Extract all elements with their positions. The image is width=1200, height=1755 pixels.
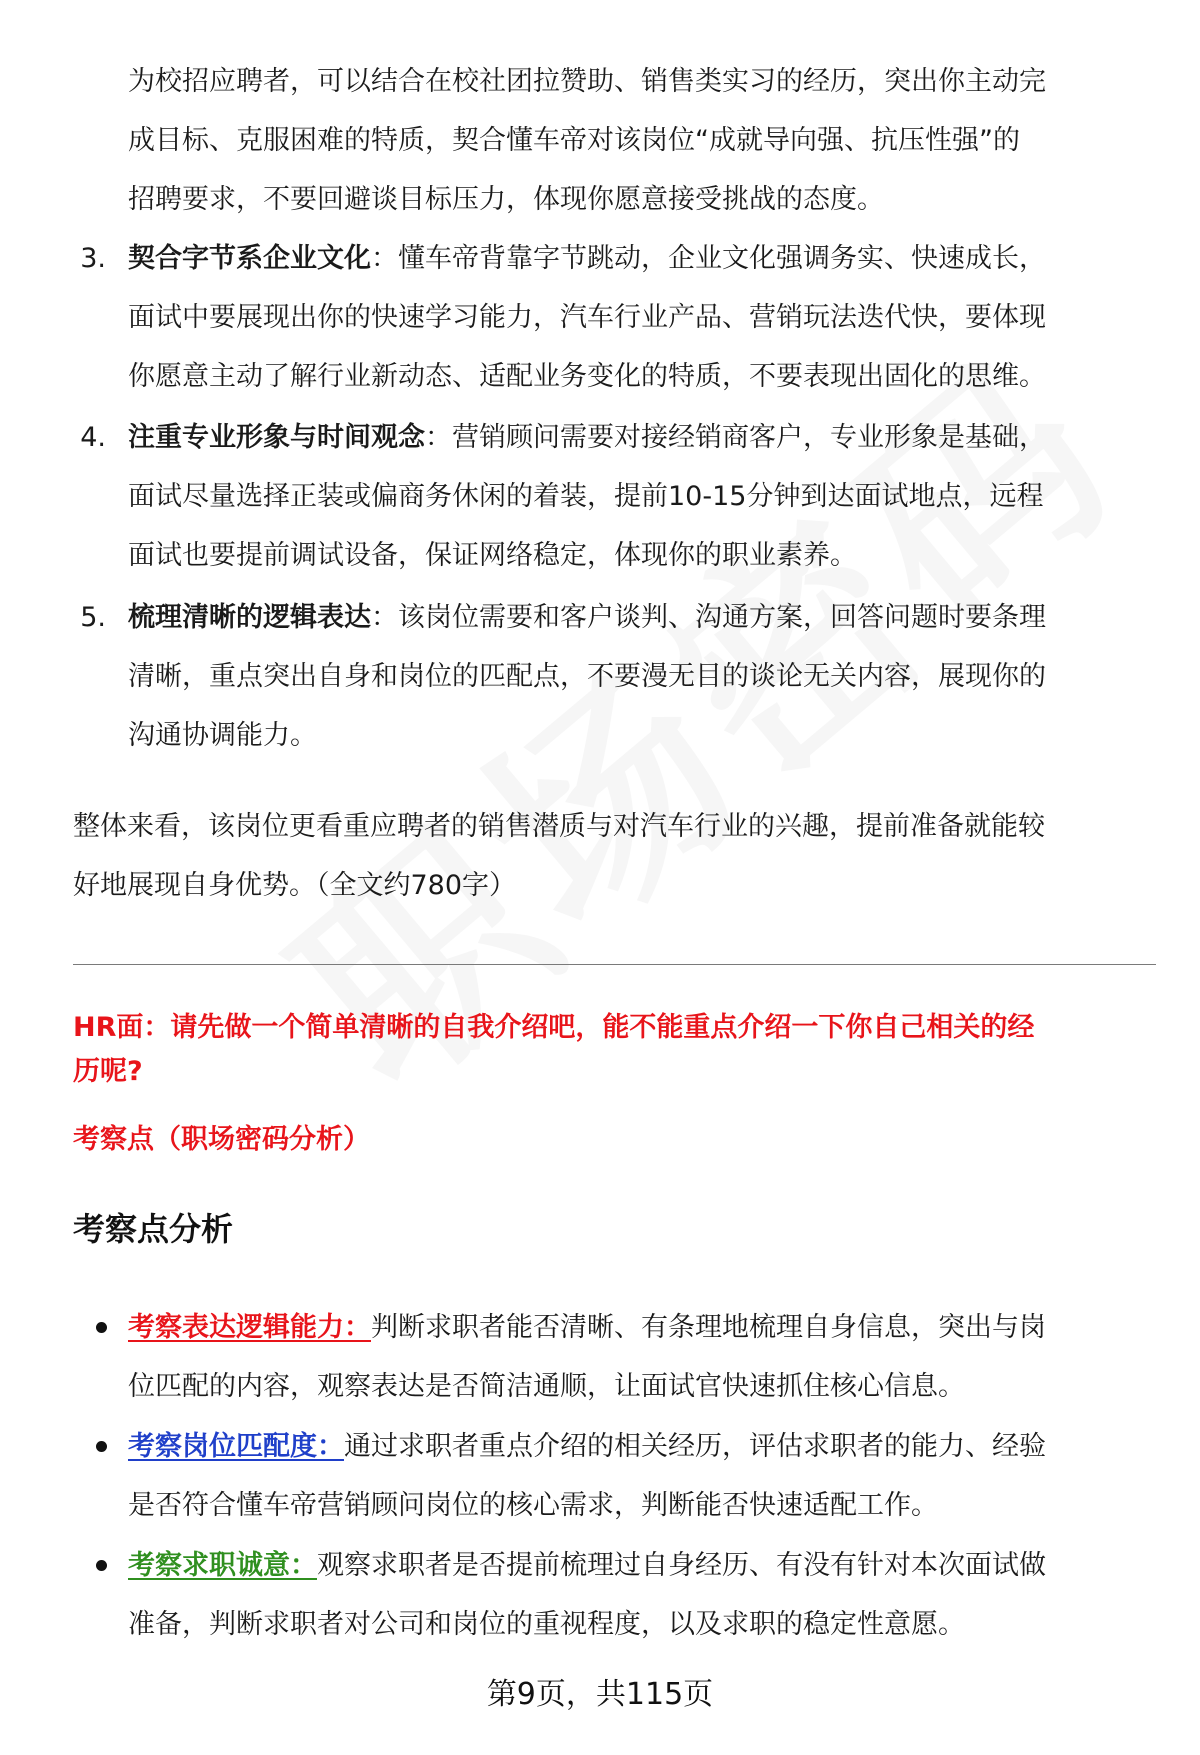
text-line: 招聘要求，不要回避谈目标压力，体现你愿意接受挑战的态度。 (128, 184, 884, 215)
tip-text: ：营销顾问需要对接经销商客户，专业形象是基础， (425, 422, 1046, 453)
bullet-dot (96, 1441, 107, 1452)
analysis-item (128, 1417, 1046, 1535)
text-line: 清晰，重点突出自身和岗位的匹配点，不要漫无目的谈论无关内容，展现你的 (128, 661, 1046, 692)
text-line: HR面：请先做一个简单清晰的自我介绍吧，能不能重点介绍一下你自己相关的经 (73, 1012, 1035, 1043)
summary-paragraph (73, 797, 1045, 915)
analysis-item (128, 1298, 1046, 1416)
tip-title: 契合字节系企业文化 (128, 243, 371, 274)
text-line: 准备，判断求职者对公司和岗位的重视程度，以及求职的稳定性意愿。 (128, 1609, 965, 1640)
list-number: 5. (80, 602, 106, 633)
analysis-item (128, 1536, 1046, 1654)
text-line: 整体来看，该岗位更看重应聘者的销售潜质与对汽车行业的兴趣，提前准备就能较 (73, 811, 1045, 842)
hr-question (73, 1006, 1034, 1094)
intro-paragraph (128, 52, 1046, 229)
analysis-label: 考察岗位匹配度： (128, 1431, 344, 1462)
text-line (128, 1417, 1046, 1476)
divider (73, 964, 1156, 965)
text-line: 面试也要提前调试设备，保证网络稳定，体现你的职业素养。 (128, 540, 857, 571)
text-line: 历呢? (73, 1056, 143, 1087)
text-line (128, 1298, 1046, 1357)
text-line (128, 588, 1046, 647)
bullet-dot (96, 1560, 107, 1571)
text-line: 沟通协调能力。 (128, 720, 317, 751)
text-line: 位匹配的内容，观察表达是否简洁通顺，让面试官快速抓住核心信息。 (128, 1371, 965, 1402)
text-line: 是否符合懂车帝营销顾问岗位的核心需求，判断能否快速适配工作。 (128, 1490, 938, 1521)
text-line: 面试中要展现出你的快速学习能力，汽车行业产品、营销玩法迭代快，要体现 (128, 302, 1046, 333)
list-number: 3. (80, 243, 106, 274)
text-line: 你愿意主动了解行业新动态、适配业务变化的特质，不要表现出固化的思维。 (128, 361, 1046, 392)
analysis-text: 观察求职者是否提前梳理过自身经历、有没有针对本次面试做 (317, 1550, 1046, 1581)
tip-text: ：该岗位需要和客户谈判、沟通方案，回答问题时要条理 (371, 602, 1046, 633)
tip-text: ：懂车帝背靠字节跳动，企业文化强调务实、快速成长， (371, 243, 1046, 274)
page-footer: 第9页，共115页 (486, 1677, 714, 1712)
tip-item (128, 229, 1046, 406)
analysis-text: 通过求职者重点介绍的相关经历，评估求职者的能力、经验 (344, 1431, 1046, 1462)
tip-item (128, 588, 1046, 765)
text-line (128, 229, 1046, 288)
focus-label: 考察点（职场密码分析） (73, 1124, 370, 1155)
text-line (128, 1536, 1046, 1595)
bullet-dot (96, 1322, 107, 1333)
analysis-label: 考察表达逻辑能力： (128, 1312, 371, 1343)
text-line: 面试尽量选择正装或偏商务休闲的着装，提前10-15分钟到达面试地点，远程 (128, 481, 1044, 512)
text-line: 为校招应聘者，可以结合在校社团拉赞助、销售类实习的经历，突出你主动完 (128, 66, 1046, 97)
tip-title: 注重专业形象与时间观念 (128, 422, 425, 453)
analysis-label: 考察求职诚意： (128, 1550, 317, 1581)
analysis-text: 判断求职者能否清晰、有条理地梳理自身信息，突出与岗 (371, 1312, 1046, 1343)
section-title: 考察点分析 (73, 1210, 234, 1248)
list-number: 4. (80, 422, 106, 453)
text-line: 好地展现自身优势。（全文约780字） (73, 870, 517, 901)
text-line (128, 408, 1046, 467)
text-line: 成目标、克服困难的特质，契合懂车帝对该岗位“成就导向强、抗压性强”的 (128, 125, 1020, 156)
tip-item (128, 408, 1046, 585)
tip-title: 梳理清晰的逻辑表达 (128, 602, 371, 633)
